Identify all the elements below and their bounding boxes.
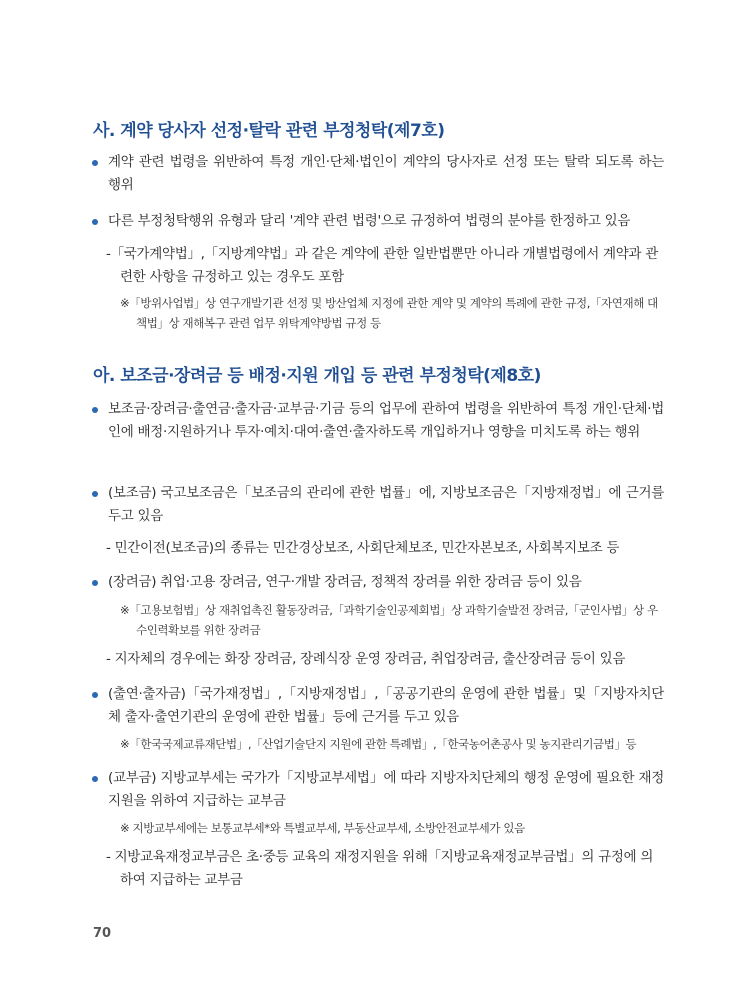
bullet-dot-icon: [92, 580, 98, 586]
bullet-item: [108, 398, 664, 444]
dash-item: -「국가계약법」,「지방계약법」과 같은 계약에 관한 일반법뿐만 아니라 개별법령에서 계약과 관련한 사항을 규정하고 있는 경우도 포함: [106, 246, 658, 285]
bullet-item: [108, 151, 664, 197]
bullet-text: (보조금) 국고보조금은「보조금의 관리에 관한 법률」에, 지방보조금은「지방재정법」에 근거를 두고 있음: [108, 485, 664, 524]
page-number: 70: [93, 926, 112, 941]
bullet-item: [108, 482, 664, 528]
bullet-dot-icon: [92, 692, 98, 698]
section-heading-subsidy: 아. 보조금·장려금 등 배정·지원 개입 등 관련 부정청탁(제8호): [93, 366, 541, 386]
dash-item: - 지자체의 경우에는 화장 장려금, 장례식장 운영 장려금, 취업장려금, 출산장려금 등이 있음: [106, 651, 626, 667]
bullet-dot-icon: [92, 407, 98, 413]
bullet-text: 다른 부정청탁행위 유형과 달리 '계약 관련 법령'으로 규정하여 법령의 분야를 한정하고 있음: [108, 213, 631, 229]
bullet-dot-icon: [92, 160, 98, 166]
section-heading-contract: 사. 계약 당사자 선정·탈락 관련 부정청탁(제7호): [93, 121, 445, 141]
bullet-item: [108, 210, 664, 233]
bullet-text: (장려금) 취업·고용 장려금, 연구·개발 장려금, 정책적 장려를 위한 장려금 등이 있음: [108, 574, 582, 590]
bullet-dot-icon: [92, 491, 98, 497]
dash-item: - 지방교육재정교부금은 초·중등 교육의 재정지원을 위해「지방교육재정교부금법」의 규정에 의하여 지급하는 교부금: [106, 849, 654, 888]
bullet-text: (교부금) 지방교부세는 국가가「지방교부세법」에 따라 지방자치단체의 행정 운영에 필요한 재정지원을 위하여 지급하는 교부금: [108, 770, 664, 809]
bullet-dot-icon: [92, 776, 98, 782]
note-item: ※ 지방교부세에는 보통교부세*와 특별교부세, 부동산교부세, 소방안전교부세가 있음: [120, 821, 525, 835]
bullet-item: [108, 571, 664, 594]
bullet-item: [108, 767, 664, 813]
bullet-text: (출연·출자금)「국가재정법」,「지방재정법」,「공공기관의 운영에 관한 법률」및「지방자치단체 출자·출연기관의 운영에 관한 법률」등에 근거를 두고 있음: [108, 686, 664, 725]
note-item: ※「한국국제교류재단법」,「산업기술단지 지원에 관한 특례법」,「한국농어촌공사 및 농지관리기금법」등: [120, 737, 637, 751]
bullet-dot-icon: [92, 219, 98, 225]
bullet-item: [108, 683, 664, 729]
note-item: ※「방위사업법」상 연구개발기관 선정 및 방산업체 지정에 관한 계약 및 계약의 특례에 관한 규정,「자연재해 대책법」상 재해복구 관련 업무 위탁계약방법 규정 등: [120, 296, 658, 330]
bullet-text: 계약 관련 법령을 위반하여 특정 개인·단체·법인이 계약의 당사자로 선정 또는 탈락 되도록 하는 행위: [108, 154, 664, 193]
note-item: ※「고용보험법」상 재취업촉진 활동장려금,「과학기술인공제회법」상 과학기술발전 장려금,「군인사법」상 우수인력확보를 위한 장려금: [120, 603, 658, 637]
bullet-text: 보조금·장려금·출연금·출자금·교부금·기금 등의 업무에 관하여 법령을 위반하여 특정 개인·단체·법인에 배정·지원하거나 투자·예치·대여·출연·출자하도록 개입하거나 영향을 미치도록 하는 행위: [108, 401, 664, 440]
dash-item: - 민간이전(보조금)의 종류는 민간경상보조, 사회단체보조, 민간자본보조, 사회복지보조 등: [106, 540, 620, 556]
